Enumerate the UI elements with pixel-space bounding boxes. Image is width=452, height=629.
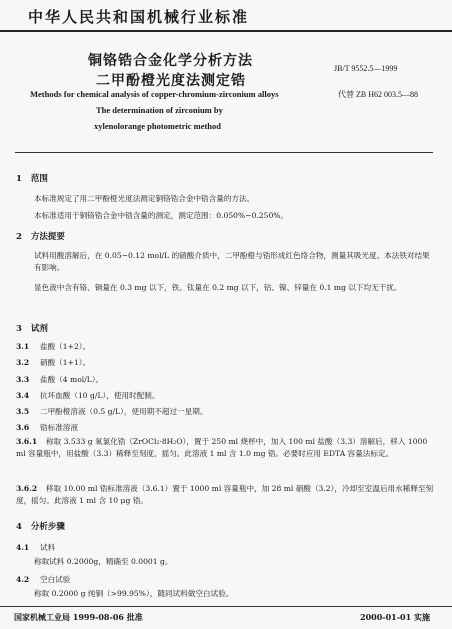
reagent-item: 3.2 硝酸（1+1）。 (16, 358, 91, 367)
title-en-line2: The determination of zirconium by (96, 105, 223, 115)
section-title: 范围 (30, 174, 48, 184)
standard-code: JB/T 9552.5—1999 (334, 64, 398, 73)
subsection-4-2-text: 称取 0.2000 g 纯铜（>99.95%），随同试料做空白试验。 (34, 589, 234, 598)
section-1-para-2: 本标准适用于铜铬锆合金中锆含量的测定，测定范围：0.050%~0.250%。 (34, 211, 289, 220)
section-4-heading (16, 520, 65, 532)
implementation-date: 2000-01-01 实施 (360, 612, 430, 622)
header-rule (0, 30, 452, 32)
section-number: 1 (16, 174, 22, 184)
section-title: 方法提要 (30, 232, 65, 242)
title-cn-line1: 铜铬锆合金化学分析方法 (88, 53, 253, 69)
footer-rule (0, 606, 452, 607)
title-en-line1: Methods for chemical analysis of copper-chromium-zirconium alloys (30, 89, 279, 99)
section-2-para-2: 显色液中含有铬、铜量在 0.3 mg 以下，铁、钛量在 0.2 mg 以下，钴、镍、锌量在 0.1 mg 以下均无干扰。 (34, 283, 402, 292)
subsection-4-2-heading: 4.2 空白试验 (16, 575, 71, 584)
title-cn-line2: 二甲酚橙光度法测定锆 (96, 73, 246, 89)
reagent-3-6-2: 3.6.2 移取 10.00 ml 锆标准溶液（3.6.1）置于 1000 ml 容量瓶中，加 28 ml 硝酸（3.2），冷却至室温后用水稀释至刻度，摇匀。此溶液 1 ml 含 10 μg 锆。 (16, 484, 434, 505)
section-3-heading (16, 322, 48, 334)
reagent-item: 3.5 二甲酚橙溶液（0.5 g/L），使用期不超过一星期。 (16, 407, 208, 416)
section-2-para-1: 试料用酸溶解后，在 0.05~0.12 mol/L 的硝酸介质中，二甲酚橙与锆形成红色络合物，测量其吸光度。本法铁对结果有影响。 (34, 251, 430, 272)
reagent-item: 3.6 锆标准溶液 (16, 423, 78, 432)
section-number: 3 (16, 324, 22, 334)
section-number: 2 (16, 232, 22, 242)
section-1-heading (16, 172, 48, 184)
standard-header-title: 中华人民共和国机械行业标准 (28, 8, 250, 26)
subsection-4-1-heading: 4.1 试料 (16, 543, 56, 552)
reagent-item: 3.1 盐酸（1+2）。 (16, 342, 91, 351)
section-2-heading (16, 230, 65, 242)
section-title: 分析步骤 (30, 522, 65, 532)
replaces-code: 代替 ZB H62 003.5—88 (338, 90, 418, 99)
issuer-approval: 国家机械工业局 1999-08-06 批准 (14, 612, 143, 622)
title-en-line3: xylenolorange photometric method (94, 121, 222, 131)
title-rule (15, 152, 433, 153)
subsection-4-1-text: 称取试料 0.2000g，精确至 0.0001 g。 (34, 557, 173, 566)
section-number: 4 (16, 522, 22, 532)
reagent-3-6-1: 3.6.1 称取 3.533 g 氧氯化锆（ZrOCl₂·8H₂O），置于 250 ml 烧杯中，加入 100 ml 盐酸（3.3）溶解后，移入 1000 ml 容量瓶中，用盐酸（3.3）稀释至刻度，摇匀。此溶液 1 ml 含 1.0 mg 锆。必要时应用 EDTA 容量法标定。 (16, 437, 428, 458)
reagent-item: 3.3 盐酸（4 mol/L）。 (16, 375, 104, 384)
section-1-para-1: 本标准规定了用二甲酚橙光度法测定铜铬锆合金中锆含量的方法。 (34, 194, 255, 203)
reagent-item: 3.4 抗坏血酸（10 g/L），使用时配制。 (16, 391, 160, 400)
section-title: 试剂 (30, 324, 48, 334)
